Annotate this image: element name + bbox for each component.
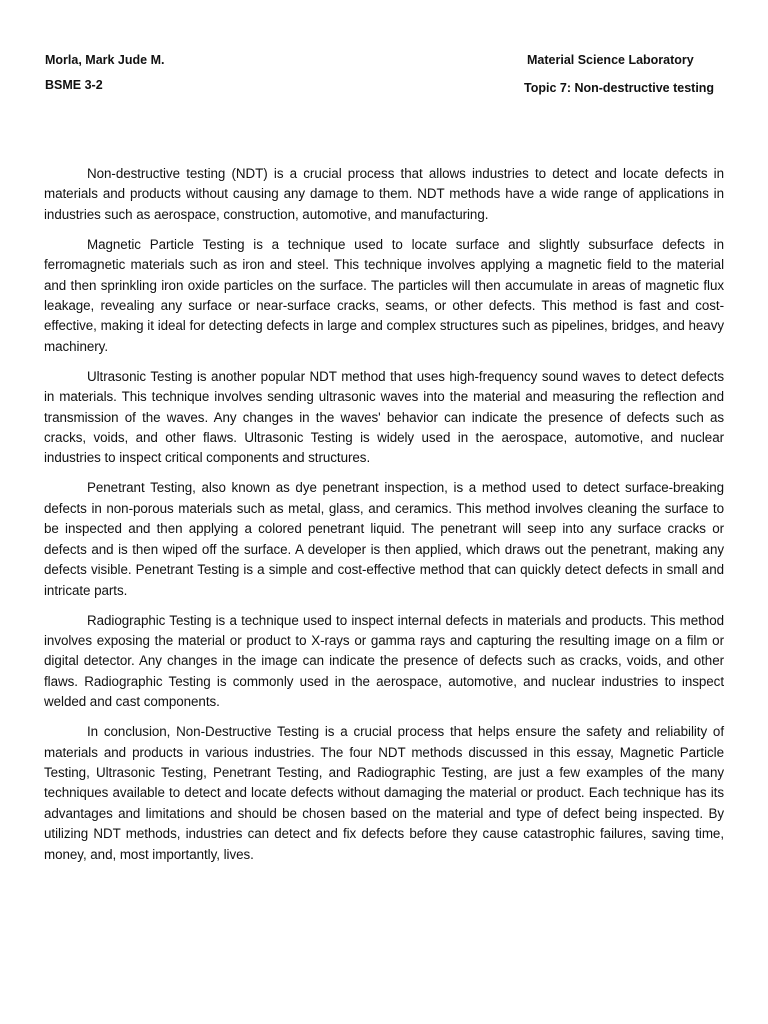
essay-body bbox=[44, 164, 724, 875]
paragraph-penetrant-testing: Penetrant Testing, also known as dye penetrant inspection, is a method used to detect surface-breaking defects in non-porous materials such as metal, glass, and ceramics. This method involves cleaning the surface to be inspected and then applying a colored penetrant liquid. The penetrant will seep into any surface cracks or defects and is then wiped off the surface. A developer is then applied, which draws out the penetrant, making any defects visible. Penetrant Testing is a simple and cost-effective method that can quickly detect defects in small and intricate parts. bbox=[44, 480, 724, 598]
course-title: Material Science Laboratory bbox=[527, 53, 694, 67]
paragraph-introduction: Non-destructive testing (NDT) is a crucial process that allows industries to detect and locate defects in materials and products without causing any damage to them. NDT methods have a wide range of applications in industries such as aerospace, construction, automotive, and manufacturing. bbox=[44, 166, 724, 222]
author-name: Morla, Mark Jude M. bbox=[45, 53, 165, 67]
topic-title: Topic 7: Non-destructive testing bbox=[524, 81, 715, 95]
paragraph-ultrasonic-testing: Ultrasonic Testing is another popular NDT method that uses high-frequency sound waves to detect defects in materials. This technique involves sending ultrasonic waves into the material and measuring the reflection and transmission of the waves. Any changes in the waves' behavior can indicate the presence of defects such as cracks, voids, and other flaws. Ultrasonic Testing is widely used in the aerospace, automotive, and nuclear industries to inspect critical components and structures. bbox=[44, 368, 724, 466]
paragraph-magnetic-particle-testing: Magnetic Particle Testing is a technique used to locate surface and slightly subsurface defects in ferromagnetic materials such as iron and steel. This technique involves applying a magnetic field to the material and then sprinkling iron oxide particles on the surface. The particles will then accumulate in areas of magnetic flux leakage, revealing any surface or near-surface cracks, seams, or other defects. This method is fast and cost-effective, making it ideal for detecting defects in large and complex structures such as pipelines, bridges, and heavy machinery. bbox=[44, 236, 724, 354]
paragraph-conclusion: In conclusion, Non-Destructive Testing is a crucial process that helps ensure the safety and reliability of materials and products in various industries. The four NDT methods discussed in this essay, Magnetic Particle Testing, Ultrasonic Testing, Penetrant Testing, and Radiographic Testing, are just a few examples of the many techniques available to detect and locate defects without damaging the material or product. Each technique has its advantages and limitations and should be chosen based on the material and type of defect being inspected. By utilizing NDT methods, industries can detect and fix defects before they cause catastrophic failures, saving time, money, and, most importantly, lives. bbox=[44, 724, 724, 862]
class-section: BSME 3-2 bbox=[45, 78, 103, 92]
paragraph-radiographic-testing: Radiographic Testing is a technique used to inspect internal defects in materials and products. This method involves exposing the material or product to X-rays or gamma rays and capturing the resulting image on a film or digital detector. Any changes in the image can indicate the presence of defects such as cracks, voids, and other flaws. Radiographic Testing is commonly used in the aerospace, automotive, and nuclear industries to inspect welded and cast components. bbox=[44, 612, 724, 710]
